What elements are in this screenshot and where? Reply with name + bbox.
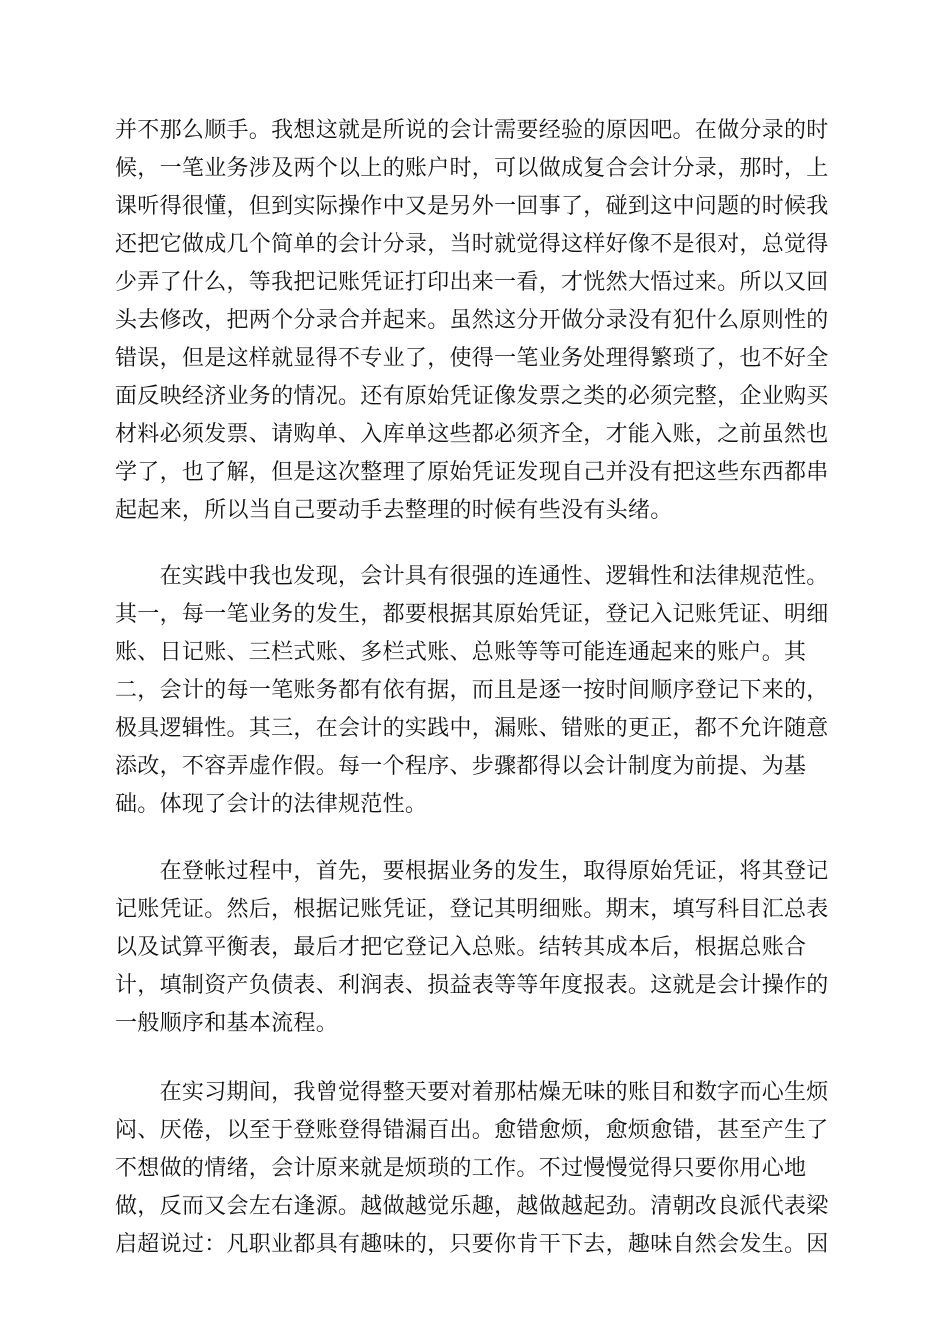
text-line: 少弄了什么，等我把记账凭证打印出来一看，才恍然大悟过来。所以又回 <box>115 270 829 295</box>
text-line: 础。体现了会计的法律规范性。 <box>115 792 428 817</box>
paragraph-3 <box>115 853 837 1043</box>
text-line: 候，一笔业务涉及两个以上的账户时，可以做成复合会计分录，那时，上 <box>115 156 829 181</box>
text-line: 材料必须发票、请购单、入库单这些都必须齐全，才能入账，之前虽然也 <box>115 422 829 447</box>
text-line: 并不那么顺手。我想这就是所说的会计需要经验的原因吧。在做分录的时 <box>115 118 829 143</box>
paragraph-1 <box>115 112 837 530</box>
text-line: 面反映经济业务的情况。还有原始凭证像发票之类的必须完整，企业购买 <box>115 384 829 409</box>
text-line: 不想做的情绪，会计原来就是烦琐的工作。不过慢慢觉得只要你用心地 <box>115 1156 807 1181</box>
text-line: 启超说过：凡职业都具有趣味的，只要你肯干下去，趣味自然会发生。因 <box>115 1232 829 1257</box>
text-line: 记账凭证。然后，根据记账凭证，登记其明细账。期末，填写科目汇总表 <box>115 897 829 922</box>
text-line: 其一，每一笔业务的发生，都要根据其原始凭证，登记入记账凭证、明细 <box>115 602 829 627</box>
text-line: 二，会计的每一笔账务都有依有据，而且是逐一按时间顺序登记下来的， <box>115 678 829 703</box>
text-line: 计，填制资产负债表、利润表、损益表等等年度报表。这就是会计操作的 <box>115 973 829 998</box>
text-line: 还把它做成几个简单的会计分录，当时就觉得这样好像不是很对，总觉得 <box>115 232 829 257</box>
text-line: 以及试算平衡表，最后才把它登记入总账。结转其成本后，根据总账合 <box>115 935 807 960</box>
text-line: 在登帐过程中，首先，要根据业务的发生，取得原始凭证，将其登记 <box>115 859 829 884</box>
text-line: 头去修改，把两个分录合并起来。虽然这分开做分录没有犯什么原则性的 <box>115 308 829 333</box>
text-line: 在实践中我也发现，会计具有很强的连通性、逻辑性和法律规范性。 <box>115 564 829 589</box>
text-line: 闷、厌倦，以至于登账登得错漏百出。愈错愈烦，愈烦愈错，甚至产生了 <box>115 1118 829 1143</box>
text-line: 一般顺序和基本流程。 <box>115 1011 339 1036</box>
text-line: 学了，也了解，但是这次整理了原始凭证发现自己并没有把这些东西都串 <box>115 460 829 485</box>
text-line: 做，反而又会左右逢源。越做越觉乐趣，越做越起劲。清朝改良派代表梁 <box>115 1194 829 1219</box>
paragraph-4 <box>115 1074 837 1264</box>
text-line: 在实习期间，我曾觉得整天要对着那枯燥无味的账目和数字而心生烦 <box>115 1080 829 1105</box>
paragraph-2 <box>115 558 837 824</box>
text-line: 课听得很懂，但到实际操作中又是另外一回事了，碰到这中问题的时候我 <box>115 194 829 219</box>
text-line: 极具逻辑性。其三，在会计的实践中，漏账、错账的更正，都不允许随意 <box>115 716 829 741</box>
document-page <box>115 112 837 1264</box>
text-line: 账、日记账、三栏式账、多栏式账、总账等等可能连通起来的账户。其 <box>115 640 807 665</box>
text-line: 添改，不容弄虚作假。每一个程序、步骤都得以会计制度为前提、为基 <box>115 754 807 779</box>
text-line: 错误，但是这样就显得不专业了，使得一笔业务处理得繁琐了，也不好全 <box>115 346 829 371</box>
text-line: 起起来，所以当自己要动手去整理的时候有些没有头绪。 <box>115 498 673 523</box>
